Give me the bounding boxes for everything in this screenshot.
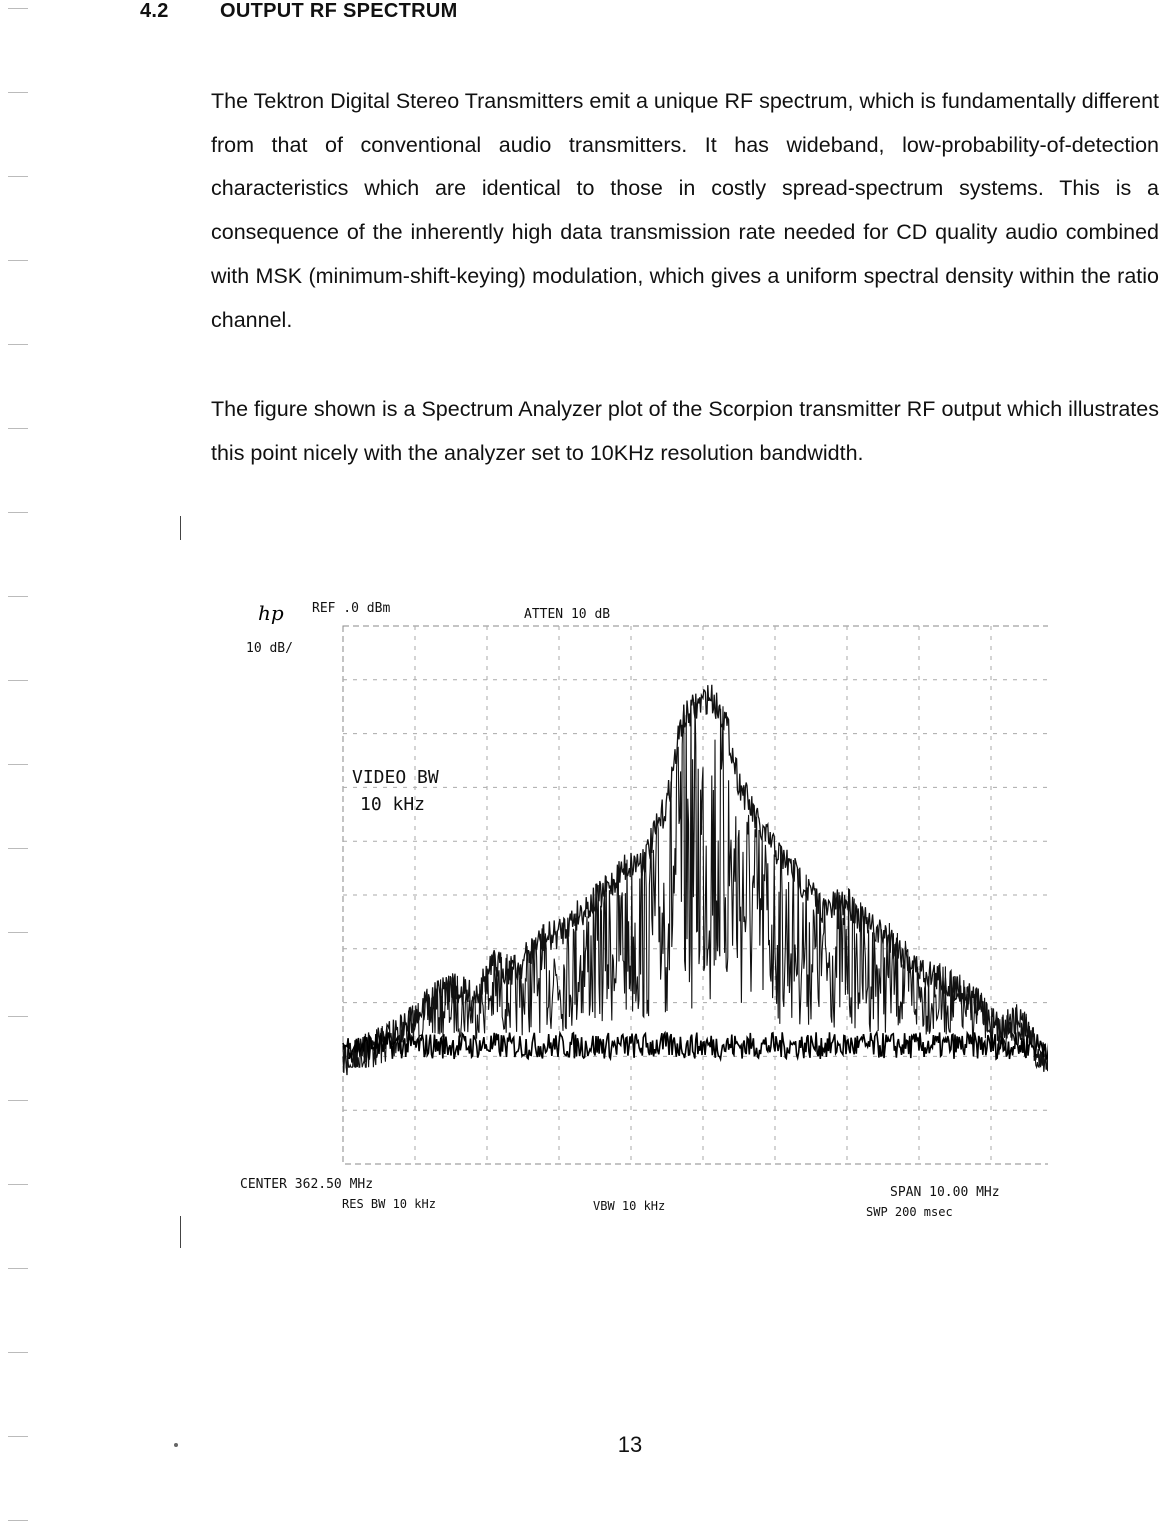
page-number: 13 (617, 1432, 643, 1457)
change-bar (180, 1216, 181, 1248)
margin-mark (8, 596, 28, 597)
scale-label: 10 dB/ (246, 641, 293, 656)
margin-mark (8, 1016, 28, 1017)
margin-mark (8, 1520, 28, 1521)
margin-mark (8, 848, 28, 849)
margin-mark (8, 428, 28, 429)
section-title: OUTPUT RF SPECTRUM (220, 0, 458, 22)
margin-mark (8, 764, 28, 765)
ref-level-label: REF .0 dBm (312, 601, 391, 616)
margin-mark (8, 1100, 28, 1101)
section-heading (140, 0, 458, 23)
sweep-label: SWP 200 msec (866, 1205, 953, 1219)
margin-mark (8, 1184, 28, 1185)
margin-mark (8, 512, 28, 513)
span-label: SPAN 10.00 MHz (890, 1185, 1000, 1200)
paragraph-intro: The Tektron Digital Stereo Transmitters emit a unique RF spectrum, which is fundamentally different from that of conventional audio transmitters. It has wideband, low-probability-of-detection characteristics which are identical to those in costly spread-spectrum systems. This is a consequence of the inherently high data transmission rate needed for CD quality audio combined with MSK (minimum-shift-keying) modulation, which gives a uniform spectral density within the ratio channel. (211, 89, 1160, 332)
margin-mark (8, 932, 28, 933)
res-bw-label: RES BW 10 kHz (342, 1197, 436, 1211)
atten-label: ATTEN 10 dB (524, 607, 611, 622)
video-bw-label: VIDEO BW (352, 767, 439, 788)
margin-mark (8, 176, 28, 177)
spectrum-plot (228, 596, 1048, 1236)
margin-mark (8, 1352, 28, 1353)
hp-logo: hp (258, 601, 284, 625)
margin-mark (8, 8, 28, 9)
margin-mark (8, 1436, 28, 1437)
section-number: 4.2 (140, 0, 169, 22)
spectrum-trace (343, 700, 1048, 1068)
center-frequency-label: CENTER 362.50 MHz (240, 1177, 374, 1192)
vbw-label: VBW 10 kHz (593, 1199, 666, 1213)
margin-mark (8, 92, 28, 93)
margin-mark (8, 680, 28, 681)
margin-mark (8, 260, 28, 261)
margin-mark (8, 1268, 28, 1269)
trace-layer (343, 685, 1048, 1081)
video-bw-value: 10 kHz (360, 794, 426, 815)
scan-dot (174, 1443, 178, 1447)
paragraph-figure-description: The figure shown is a Spectrum Analyzer plot of the Scorpion transmitter RF output which illustrates this point nicely with the analyzer set to 10KHz resolution bandwidth. (211, 397, 1159, 465)
spectrum-analyzer-figure (228, 596, 1048, 1236)
noise-floor-trace (343, 1032, 1048, 1059)
margin-mark (8, 344, 28, 345)
change-bar (180, 516, 181, 540)
